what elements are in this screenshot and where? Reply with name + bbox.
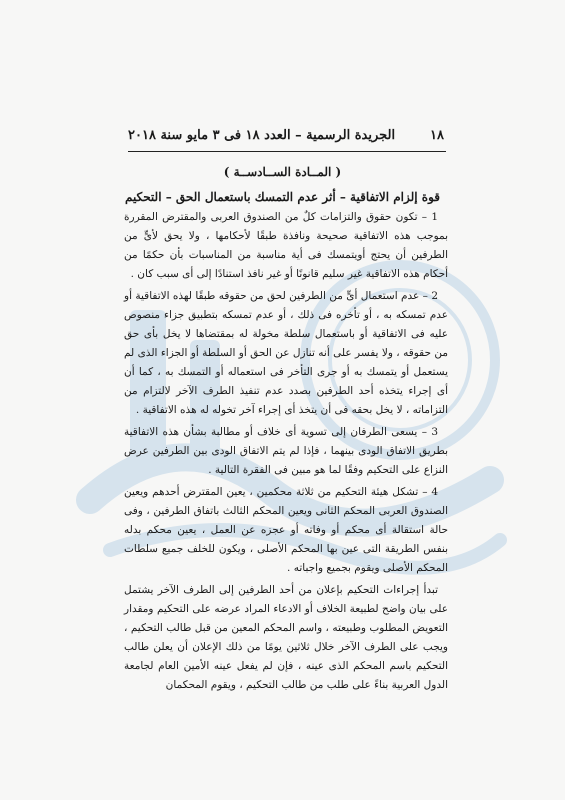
header-divider [128, 151, 446, 152]
paragraph-2: 2 – عدم استعمال أىٍّ من الطرفين لحق من حقوقه طبقًا لهذه الاتفاقية أو عدم تمسكه به ، أو تأخره فى ذلك ، أو عدم تمسكه بتطبيق جزاء منصوص عليه فى الاتفاقية أو باستعمال سلطة مخولة له بمقتضاها لا يخل بأى حق من حقوقه ، ولا يفسر على أنه تنازل عن الحق أو السلطة أو الجزاء الذى لم يستعمل أو يتمسك به أو جرى التأخر فى استعماله أو التمسك به ، كما أن أى إجراء يتخذه أحد الطرفين بصدد عدم تنفيذ الطرف الآخر لالتزام من التزاماته ، لا يخل بحقه فى أن يتخذ أى إجراء آخر تخوله له هذه الاتفاقية . [124, 290, 448, 416]
gazette-issue-title: الجريدة الرسمية – العدد ١٨ فى ٣ مايو سنة ٢٠١٨ [128, 128, 396, 143]
paragraph-1: 1 – تكون حقوق والتزامات كلٌ من الصندوق العربى والمقترض المقررة بموجب هذه الاتفاقية صحيحة ونافذة طبقًا لأحكامها ، ولا يحق لأىٍّ من الطرفين أن يحتج أويتمسك فى أية مناسبة من المناسبات بأن حكمًا من أحكام هذه الاتفاقية غير سليم قانونًا أو غير نافذ استنادًا إلى أى سبب كان . [124, 211, 448, 280]
paragraph-4: 4 – تشكل هيئة التحكيم من ثلاثة محكمين ، يعين المقترض أحدهم ويعين الصندوق العربى المحكم الثانى ويعين المحكم الثالث باتفاق الطرفين ، وفى حالة استقالة أى محكم أو وفاته أو عجزه عن العمل ، يعين محكم بدله بنفس الطريقة التى عين بها المحكم الأصلى ، ويكون للخلف جميع سلطات المحكم الأصلى ويقوم بجميع واجباته . [124, 486, 448, 574]
article-body [124, 208, 448, 698]
article-subtitle: قوة إلزام الاتفاقية – أثر عدم التمسك باستعمال الحق – التحكيم [124, 190, 441, 204]
article-heading: ( المــادة الســادســة ) [223, 165, 342, 179]
page-header [128, 128, 444, 150]
paragraph-3: 3 – يسعى الطرفان إلى تسوية أى خلاف أو مطالبة بشأن هذه الاتفاقية بطريق الاتفاق الودى بينهما ، فإذا لم يتم الاتفاق الودى بين الطرفين عرض النزاع على التحكيم وفقًا لما هو مبين فى الفقرة التالية . [124, 426, 448, 476]
paragraph-5: تبدأ إجراءات التحكيم بإعلان من أحد الطرفين إلى الطرف الآخر يشتمل على بيان واضح لطبيعة الخلاف أو الادعاء المراد عرضه على التحكيم ومقدار التعويض المطلوب وطبيعته ، واسم المحكم المعين من قبل طالب التحكيم ، ويجب على الطرف الآخر خلال ثلاثين يومًا من ذلك الإعلان أن يعلن طالب التحكيم باسم المحكم الذى عينه ، فإن لم يفعل عينه الأمين العام لجامعة الدول العربية بناءً على طلب من طالب التحكيم ، ويقوم المحكمان [124, 584, 448, 691]
page-number: ١٨ [430, 128, 444, 143]
